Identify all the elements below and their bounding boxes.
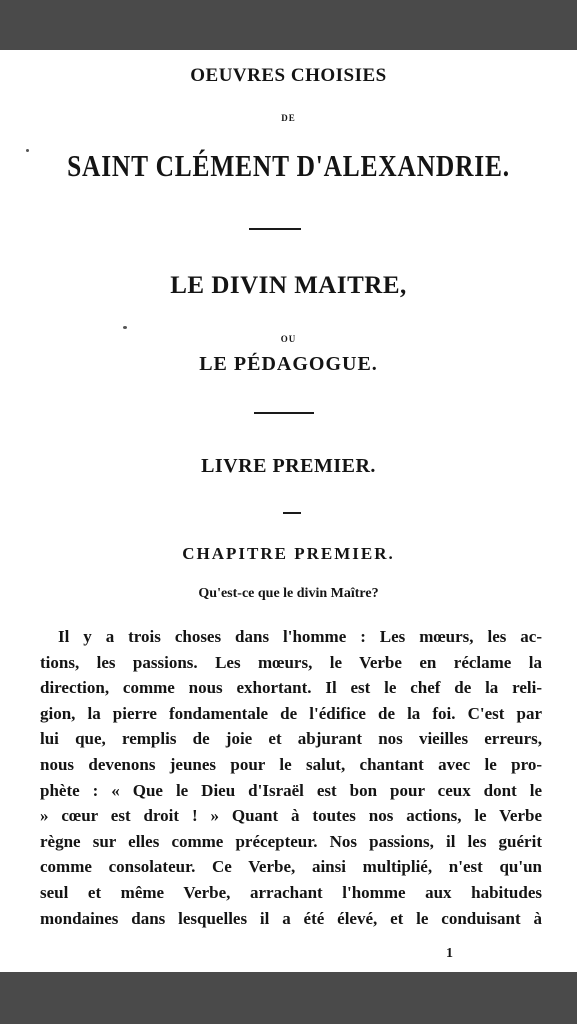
book-label: LIVRE PREMIER. bbox=[201, 455, 376, 477]
text-line: nous devenons jeunes pour le salut, chantant avec le pro- bbox=[40, 754, 542, 774]
body-paragraph bbox=[40, 624, 542, 931]
work-title: LE DIVIN MAITRE, bbox=[170, 272, 407, 299]
text-line: direction, comme nous exhortant. Il est le chef de la reli- bbox=[40, 678, 542, 698]
series-title: OEUVRES CHOISIES bbox=[190, 65, 387, 86]
top-bar bbox=[0, 0, 577, 50]
text-line: gion, la pierre fondamentale de l'édifice de la foi. C'est par bbox=[40, 703, 542, 723]
series-preposition: DE bbox=[281, 113, 296, 123]
chapter-heading: CHAPITRE PREMIER. bbox=[182, 544, 395, 563]
text-line: phète : « Que le Dieu d'Israël est bon pour ceux dont le bbox=[40, 780, 542, 800]
work-subtitle: LE PÉDAGOGUE. bbox=[199, 353, 378, 375]
print-speck bbox=[123, 326, 127, 329]
text-line: Il y a trois choses dans l'homme : Les mœurs, les ac- bbox=[58, 627, 542, 646]
text-line: comme consolateur. Ce Verbe, ainsi multiplié, n'est qu'un bbox=[40, 857, 542, 877]
bottom-bar bbox=[0, 972, 577, 1024]
print-speck bbox=[26, 149, 29, 152]
page-number: 1 bbox=[446, 946, 453, 961]
author-title: SAINT CLÉMENT D'ALEXANDRIE. bbox=[67, 148, 510, 183]
divider-rule bbox=[283, 512, 301, 514]
text-line: » cœur est droit ! » Quant à toutes nos actions, le Verbe bbox=[40, 806, 542, 826]
text-line: mondaines dans lesquelles il a été élevé, et le conduisant à bbox=[40, 908, 542, 928]
text-line: tions, les passions. Les mœurs, le Verbe en réclame la bbox=[40, 652, 542, 672]
chapter-summary: Qu'est-ce que le divin Maître? bbox=[198, 586, 379, 601]
book-page bbox=[0, 50, 577, 972]
text-line: seul et même Verbe, arrachant l'homme aux habitudes bbox=[40, 882, 542, 902]
text-line: règne sur elles comme précepteur. Nos passions, il les guérit bbox=[40, 831, 542, 851]
divider-rule bbox=[254, 412, 314, 414]
text-line: lui que, remplis de joie et abjurant nos vieilles erreurs, bbox=[40, 729, 542, 749]
work-conjunction: OU bbox=[280, 334, 297, 344]
divider-rule bbox=[249, 228, 301, 230]
